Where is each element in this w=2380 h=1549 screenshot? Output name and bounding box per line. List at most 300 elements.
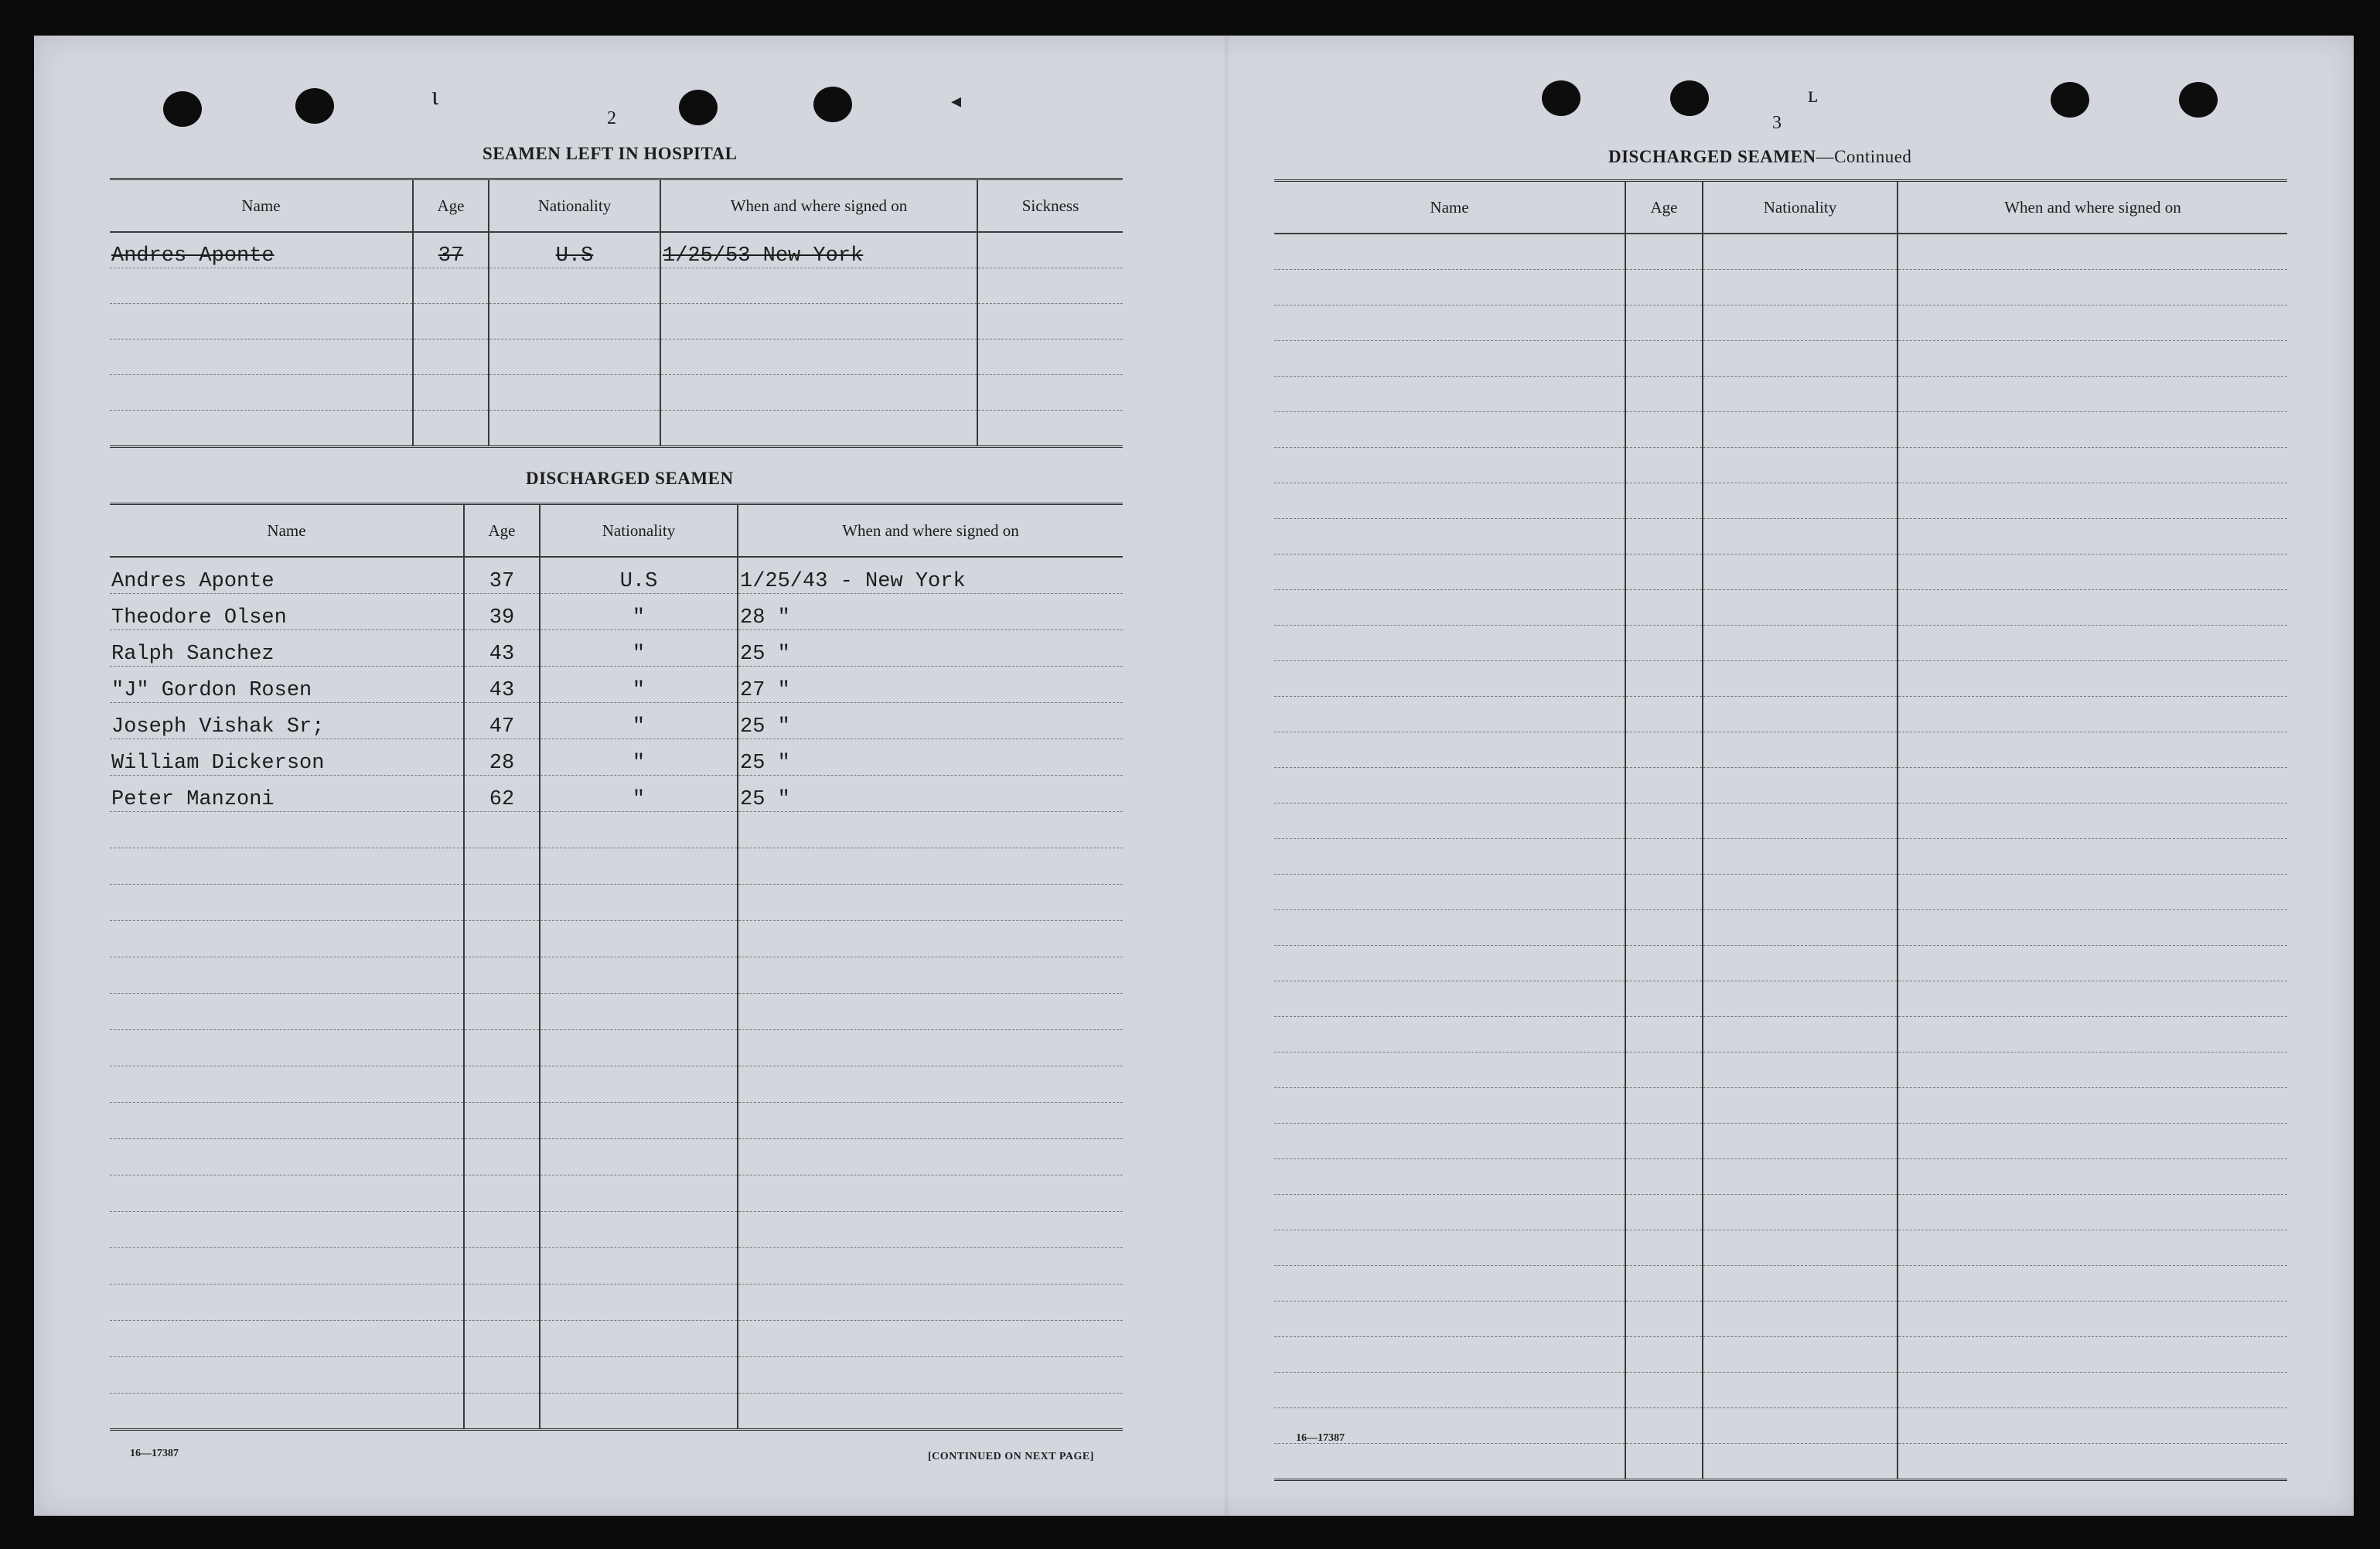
table-cell bbox=[1625, 732, 1703, 768]
table-cell bbox=[660, 375, 977, 411]
table-cell bbox=[413, 411, 489, 447]
table-cell bbox=[1703, 305, 1898, 341]
blank-row bbox=[1274, 697, 2287, 732]
discharged-section-title: DISCHARGED SEAMEN bbox=[526, 469, 734, 488]
table-cell bbox=[1625, 626, 1703, 661]
blank-row bbox=[1274, 839, 2287, 875]
blank-row bbox=[1274, 732, 2287, 768]
table-cell bbox=[464, 920, 540, 957]
table-cell bbox=[1703, 412, 1898, 448]
table-cell bbox=[413, 268, 489, 304]
table-cell bbox=[464, 1175, 540, 1211]
table-cell bbox=[110, 848, 464, 884]
table-cell bbox=[110, 884, 464, 920]
table-cell bbox=[540, 1247, 738, 1284]
table-cell bbox=[1898, 768, 2287, 804]
table-cell bbox=[1703, 448, 1898, 483]
table-cell bbox=[1703, 875, 1898, 910]
table-cell bbox=[660, 339, 977, 375]
table-cell bbox=[1703, 981, 1898, 1017]
table-cell bbox=[1274, 1230, 1625, 1266]
table-cell bbox=[1625, 768, 1703, 804]
table-cell bbox=[977, 304, 1123, 339]
table-cell: 25 " bbox=[738, 629, 1123, 666]
blank-row bbox=[1274, 1337, 2287, 1373]
table-cell bbox=[1625, 910, 1703, 946]
table-cell: " bbox=[540, 593, 738, 629]
table-cell bbox=[1625, 981, 1703, 1017]
table-cell bbox=[1898, 1444, 2287, 1480]
table-cell bbox=[1703, 1195, 1898, 1230]
punch-hole bbox=[295, 88, 334, 124]
table-cell bbox=[1625, 1195, 1703, 1230]
table-cell bbox=[464, 1102, 540, 1138]
table-cell: 1/25/43 - New York bbox=[738, 557, 1123, 593]
table-cell bbox=[1898, 519, 2287, 554]
table-cell bbox=[540, 1211, 738, 1247]
table-cell bbox=[738, 1102, 1123, 1138]
table-cell bbox=[1703, 839, 1898, 875]
blank-row bbox=[1274, 412, 2287, 448]
page-number-left: 2 bbox=[607, 108, 616, 128]
table-cell bbox=[1898, 910, 2287, 946]
table-cell: Andres Aponte bbox=[110, 557, 464, 593]
table-cell bbox=[977, 268, 1123, 304]
table-cell bbox=[1274, 448, 1625, 483]
table-cell bbox=[738, 1138, 1123, 1175]
table-cell bbox=[1274, 1373, 1625, 1408]
column-header: Nationality bbox=[489, 179, 660, 233]
table-cell bbox=[1703, 519, 1898, 554]
table-cell bbox=[1898, 1088, 2287, 1124]
table-cell bbox=[1898, 305, 2287, 341]
column-header: When and where signed on bbox=[660, 179, 977, 233]
table-cell bbox=[540, 884, 738, 920]
table-cell bbox=[110, 957, 464, 993]
blank-row bbox=[110, 884, 1123, 920]
table-cell bbox=[1703, 732, 1898, 768]
blank-row bbox=[110, 1138, 1123, 1175]
table-cell bbox=[1898, 946, 2287, 981]
table-cell bbox=[738, 884, 1123, 920]
blank-row bbox=[1274, 448, 2287, 483]
table-cell bbox=[977, 339, 1123, 375]
table-cell bbox=[1274, 234, 1625, 270]
table-cell bbox=[738, 1066, 1123, 1102]
table-cell bbox=[540, 1029, 738, 1066]
blank-row bbox=[110, 375, 1123, 411]
scanned-form-spread bbox=[34, 36, 2354, 1516]
table-cell bbox=[1703, 1266, 1898, 1302]
form-number-right: 16—17387 bbox=[1296, 1432, 1345, 1444]
column-header: Age bbox=[1625, 181, 1703, 234]
table-cell bbox=[1703, 1444, 1898, 1480]
table-cell bbox=[977, 232, 1123, 268]
blank-row bbox=[110, 1284, 1123, 1320]
table-cell bbox=[1625, 1088, 1703, 1124]
table-cell bbox=[540, 1138, 738, 1175]
table-cell bbox=[540, 1102, 738, 1138]
table-cell bbox=[1703, 1373, 1898, 1408]
blank-row bbox=[110, 1029, 1123, 1066]
table-cell bbox=[1625, 341, 1703, 377]
blank-row bbox=[110, 1102, 1123, 1138]
table-cell bbox=[738, 1356, 1123, 1393]
table-cell bbox=[110, 1356, 464, 1393]
discharged-continued-table bbox=[1274, 179, 2287, 1481]
table-cell bbox=[1625, 697, 1703, 732]
blank-row bbox=[1274, 1230, 2287, 1266]
table-row bbox=[110, 232, 1123, 268]
table-cell bbox=[464, 1138, 540, 1175]
table-cell: U.S bbox=[489, 232, 660, 268]
table-cell bbox=[1625, 946, 1703, 981]
table-cell bbox=[1703, 697, 1898, 732]
table-cell bbox=[1274, 1088, 1625, 1124]
blank-row bbox=[1274, 661, 2287, 697]
punch-hole bbox=[813, 87, 852, 122]
blank-row bbox=[1274, 1088, 2287, 1124]
table-cell bbox=[1274, 946, 1625, 981]
table-row bbox=[110, 739, 1123, 775]
scan-mark: ʟ bbox=[1808, 82, 1818, 107]
table-cell bbox=[1898, 448, 2287, 483]
table-cell bbox=[110, 411, 413, 447]
blank-row bbox=[110, 339, 1123, 375]
table-cell bbox=[489, 339, 660, 375]
table-cell: William Dickerson bbox=[110, 739, 464, 775]
table-cell bbox=[540, 1393, 738, 1429]
table-cell: 1/25/53 New York bbox=[660, 232, 977, 268]
table-cell bbox=[1274, 1195, 1625, 1230]
punch-hole bbox=[163, 91, 202, 127]
table-cell bbox=[1274, 377, 1625, 412]
table-cell bbox=[1898, 341, 2287, 377]
blank-row bbox=[1274, 305, 2287, 341]
table-cell bbox=[464, 1320, 540, 1356]
punch-hole bbox=[2179, 82, 2218, 118]
table-cell bbox=[1898, 270, 2287, 305]
table-cell bbox=[1625, 412, 1703, 448]
table-cell bbox=[413, 375, 489, 411]
table-cell bbox=[1898, 1230, 2287, 1266]
table-cell bbox=[1625, 234, 1703, 270]
table-cell bbox=[1274, 412, 1625, 448]
hospital-table bbox=[110, 178, 1123, 448]
table-cell bbox=[1703, 1124, 1898, 1159]
table-cell bbox=[464, 1211, 540, 1247]
page-number-right: 3 bbox=[1772, 113, 1782, 133]
table-cell bbox=[1274, 1444, 1625, 1480]
table-cell bbox=[1703, 270, 1898, 305]
table-cell bbox=[1898, 732, 2287, 768]
table-cell bbox=[1703, 1230, 1898, 1266]
table-cell bbox=[540, 993, 738, 1029]
column-header: Age bbox=[464, 504, 540, 558]
table-cell bbox=[1898, 1373, 2287, 1408]
table-cell bbox=[1898, 377, 2287, 412]
hospital-section-title: SEAMEN LEFT IN HOSPITAL bbox=[482, 144, 738, 163]
table-cell bbox=[1274, 1124, 1625, 1159]
table-cell bbox=[1703, 1408, 1898, 1444]
blank-row bbox=[1274, 1053, 2287, 1088]
blank-row bbox=[1274, 1195, 2287, 1230]
table-cell bbox=[1703, 626, 1898, 661]
table-cell: Peter Manzoni bbox=[110, 775, 464, 811]
table-cell bbox=[1898, 804, 2287, 839]
table-cell bbox=[1703, 1302, 1898, 1337]
table-cell bbox=[1898, 1017, 2287, 1053]
table-cell: Joseph Vishak Sr; bbox=[110, 702, 464, 739]
table-cell bbox=[110, 268, 413, 304]
table-cell bbox=[1625, 1302, 1703, 1337]
table-cell bbox=[1898, 483, 2287, 519]
table-cell bbox=[464, 884, 540, 920]
blank-row bbox=[1274, 270, 2287, 305]
table-row bbox=[110, 629, 1123, 666]
table-cell: 25 " bbox=[738, 702, 1123, 739]
punch-hole bbox=[1542, 80, 1580, 116]
table-cell bbox=[1898, 697, 2287, 732]
blank-row bbox=[110, 411, 1123, 447]
table-cell bbox=[1274, 1302, 1625, 1337]
table-cell bbox=[1703, 661, 1898, 697]
table-cell: Andres Aponte bbox=[110, 232, 413, 268]
table-cell: " bbox=[540, 739, 738, 775]
blank-row bbox=[1274, 1373, 2287, 1408]
blank-row bbox=[110, 1247, 1123, 1284]
table-cell: " bbox=[540, 666, 738, 702]
table-cell bbox=[110, 375, 413, 411]
table-cell: U.S bbox=[540, 557, 738, 593]
blank-row bbox=[1274, 1159, 2287, 1195]
table-cell bbox=[1625, 804, 1703, 839]
blank-row bbox=[1274, 590, 2287, 626]
column-header: When and where signed on bbox=[1898, 181, 2287, 234]
table-cell bbox=[1274, 270, 1625, 305]
table-cell: 25 " bbox=[738, 739, 1123, 775]
blank-row bbox=[110, 1356, 1123, 1393]
table-cell bbox=[738, 920, 1123, 957]
table-cell bbox=[540, 1284, 738, 1320]
table-cell bbox=[540, 920, 738, 957]
table-cell bbox=[1625, 483, 1703, 519]
table-cell bbox=[1898, 981, 2287, 1017]
table-cell: "J" Gordon Rosen bbox=[110, 666, 464, 702]
table-cell bbox=[464, 993, 540, 1029]
blank-row bbox=[1274, 804, 2287, 839]
blank-row bbox=[110, 1393, 1123, 1429]
discharged-continued-title bbox=[1608, 147, 1911, 167]
table-cell bbox=[1274, 910, 1625, 946]
table-cell bbox=[1898, 1302, 2287, 1337]
table-cell bbox=[1625, 1337, 1703, 1373]
table-cell bbox=[1274, 1266, 1625, 1302]
table-cell bbox=[1703, 1017, 1898, 1053]
blank-row bbox=[1274, 910, 2287, 946]
blank-row bbox=[110, 993, 1123, 1029]
table-cell bbox=[1703, 590, 1898, 626]
table-cell bbox=[110, 1393, 464, 1429]
table-cell bbox=[1274, 732, 1625, 768]
blank-row bbox=[110, 848, 1123, 884]
table-cell bbox=[738, 1029, 1123, 1066]
table-cell bbox=[1625, 1053, 1703, 1088]
table-cell bbox=[1625, 1230, 1703, 1266]
table-cell: 37 bbox=[413, 232, 489, 268]
blank-row bbox=[110, 1320, 1123, 1356]
table-cell bbox=[1625, 1408, 1703, 1444]
table-cell bbox=[1625, 377, 1703, 412]
table-cell bbox=[1274, 590, 1625, 626]
scan-mark: ɩ bbox=[431, 82, 439, 111]
table-cell bbox=[1898, 554, 2287, 590]
table-cell bbox=[110, 1138, 464, 1175]
table-cell bbox=[110, 811, 464, 848]
table-cell bbox=[540, 848, 738, 884]
table-cell bbox=[1898, 1266, 2287, 1302]
table-cell bbox=[540, 1356, 738, 1393]
form-number-left: 16—17387 bbox=[130, 1448, 179, 1459]
table-cell bbox=[1898, 590, 2287, 626]
table-cell bbox=[110, 1320, 464, 1356]
page-fold bbox=[1225, 36, 1231, 1516]
blank-row bbox=[1274, 626, 2287, 661]
blank-row bbox=[1274, 768, 2287, 804]
table-cell bbox=[1898, 626, 2287, 661]
table-cell bbox=[1898, 234, 2287, 270]
table-cell bbox=[1703, 768, 1898, 804]
table-cell bbox=[660, 268, 977, 304]
table-cell bbox=[1703, 1337, 1898, 1373]
table-cell bbox=[1625, 448, 1703, 483]
table-cell bbox=[1274, 661, 1625, 697]
table-cell bbox=[738, 1393, 1123, 1429]
table-cell bbox=[1625, 554, 1703, 590]
table-cell bbox=[1625, 305, 1703, 341]
column-header: Age bbox=[413, 179, 489, 233]
table-cell bbox=[413, 339, 489, 375]
table-cell bbox=[1274, 1053, 1625, 1088]
table-cell bbox=[464, 1393, 540, 1429]
table-cell bbox=[110, 1247, 464, 1284]
table-cell bbox=[738, 811, 1123, 848]
table-cell bbox=[738, 1284, 1123, 1320]
table-cell: 27 " bbox=[738, 666, 1123, 702]
table-cell: " bbox=[540, 702, 738, 739]
table-cell bbox=[1274, 839, 1625, 875]
punch-hole bbox=[679, 90, 718, 125]
column-header: When and where signed on bbox=[738, 504, 1123, 558]
table-cell: 37 bbox=[464, 557, 540, 593]
table-cell bbox=[1898, 1337, 2287, 1373]
blank-row bbox=[1274, 377, 2287, 412]
table-cell: Ralph Sanchez bbox=[110, 629, 464, 666]
blank-row bbox=[110, 811, 1123, 848]
column-header: Nationality bbox=[540, 504, 738, 558]
blank-row bbox=[1274, 875, 2287, 910]
table-cell bbox=[1274, 1159, 1625, 1195]
table-cell bbox=[1703, 341, 1898, 377]
table-cell bbox=[1898, 1195, 2287, 1230]
table-cell bbox=[1898, 1053, 2287, 1088]
table-cell: Theodore Olsen bbox=[110, 593, 464, 629]
blank-row bbox=[1274, 1266, 2287, 1302]
table-cell bbox=[1625, 1159, 1703, 1195]
table-cell bbox=[1625, 1124, 1703, 1159]
table-cell bbox=[1898, 1159, 2287, 1195]
table-cell bbox=[464, 1029, 540, 1066]
table-cell bbox=[540, 957, 738, 993]
table-cell bbox=[540, 811, 738, 848]
blank-row bbox=[110, 268, 1123, 304]
table-cell bbox=[1274, 981, 1625, 1017]
table-cell bbox=[540, 1175, 738, 1211]
table-cell bbox=[1274, 875, 1625, 910]
table-cell bbox=[660, 411, 977, 447]
table-cell bbox=[1274, 341, 1625, 377]
table-cell bbox=[1625, 270, 1703, 305]
table-cell bbox=[464, 1356, 540, 1393]
table-cell bbox=[1625, 1444, 1703, 1480]
table-cell bbox=[1898, 661, 2287, 697]
table-cell bbox=[660, 304, 977, 339]
table-cell bbox=[489, 268, 660, 304]
table-cell bbox=[1898, 412, 2287, 448]
table-cell bbox=[110, 1284, 464, 1320]
blank-row bbox=[1274, 554, 2287, 590]
table-cell bbox=[1898, 1408, 2287, 1444]
table-cell bbox=[1703, 377, 1898, 412]
table-cell: 28 " bbox=[738, 593, 1123, 629]
table-cell bbox=[1625, 1266, 1703, 1302]
blank-row bbox=[1274, 519, 2287, 554]
table-cell bbox=[464, 957, 540, 993]
table-cell bbox=[1274, 1337, 1625, 1373]
table-cell bbox=[110, 339, 413, 375]
table-cell bbox=[110, 1029, 464, 1066]
table-cell bbox=[1703, 234, 1898, 270]
table-cell bbox=[738, 1320, 1123, 1356]
section-title-text: DISCHARGED SEAMEN bbox=[1608, 147, 1816, 166]
table-cell: 28 bbox=[464, 739, 540, 775]
table-cell bbox=[110, 304, 413, 339]
table-cell bbox=[110, 993, 464, 1029]
punch-hole bbox=[1670, 80, 1709, 116]
table-cell bbox=[1625, 1017, 1703, 1053]
table-cell bbox=[1703, 946, 1898, 981]
table-cell bbox=[1898, 875, 2287, 910]
table-cell bbox=[1274, 483, 1625, 519]
table-row bbox=[110, 775, 1123, 811]
table-cell bbox=[1625, 661, 1703, 697]
table-cell: 43 bbox=[464, 629, 540, 666]
table-cell bbox=[1625, 590, 1703, 626]
table-cell bbox=[1703, 910, 1898, 946]
table-cell bbox=[464, 1066, 540, 1102]
table-cell bbox=[540, 1066, 738, 1102]
table-cell bbox=[738, 993, 1123, 1029]
table-cell bbox=[1703, 483, 1898, 519]
table-cell bbox=[1274, 626, 1625, 661]
blank-row bbox=[110, 1066, 1123, 1102]
blank-row bbox=[1274, 1124, 2287, 1159]
table-cell bbox=[1703, 1053, 1898, 1088]
table-cell bbox=[489, 304, 660, 339]
column-header: Name bbox=[110, 504, 464, 558]
table-cell bbox=[977, 411, 1123, 447]
table-cell: 39 bbox=[464, 593, 540, 629]
